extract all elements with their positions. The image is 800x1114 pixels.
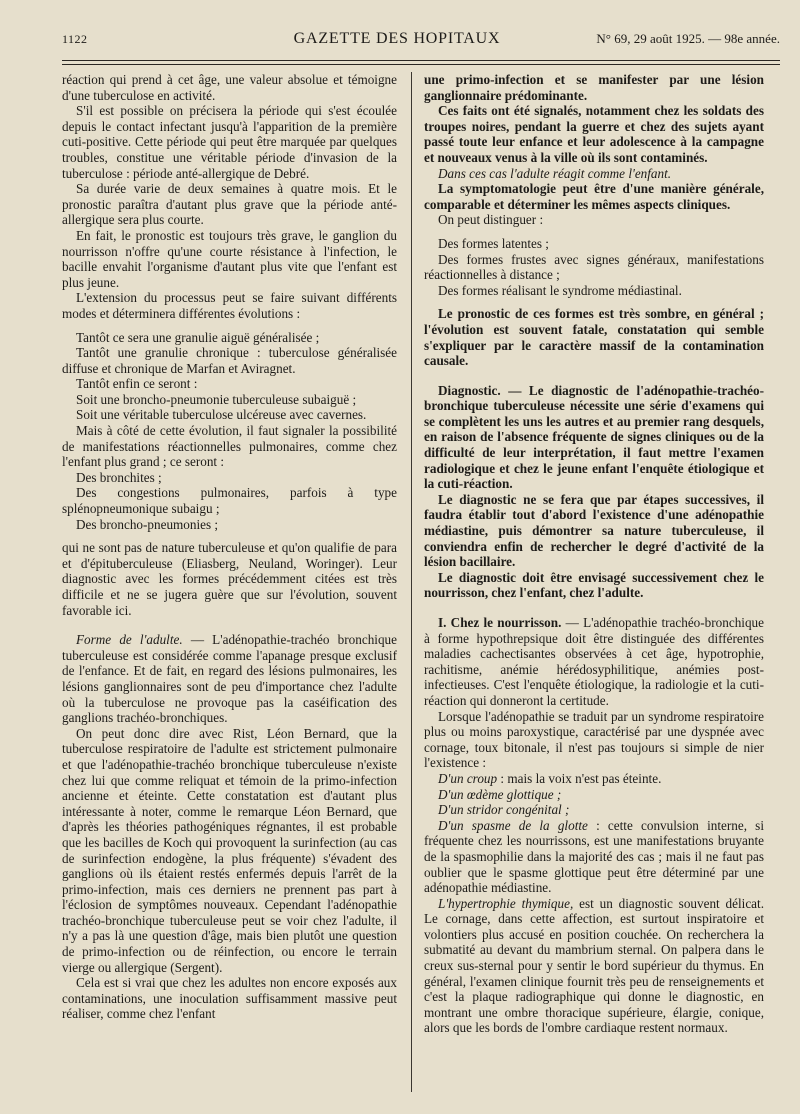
list-item: D'un œdème glottique ;: [438, 786, 562, 802]
paragraph: Mais à côté de cette évolution, il faut signaler la possibilité de manifestations réactionnelles pulmonaires, comme chez l'enfant plus grand ; ce seront :: [62, 423, 397, 470]
term: D'un croup: [438, 770, 498, 786]
list-item: Soit une broncho-pneumonie tuberculeuse subaiguë ;: [76, 391, 357, 407]
paragraph: réaction qui prend à cet âge, une valeur absolue et témoigne d'une tuberculose en activité.: [62, 72, 397, 103]
paragraph: En fait, le pronostic est toujours très grave, le ganglion du nourrisson n'offre qu'une courte résistance à l'infection, le bacille envahit l'organisme d'autant plus vite que l'enfant est plus jeune.: [62, 227, 397, 290]
right-column: [424, 72, 764, 1092]
paragraph: S'il est possible on précisera la période qui s'est écoulée depuis le contact infectant jusqu'à l'apparition de la première cuti-positive. Cette période qui peut être marquée par quelques troubles, constitue une véritable période d'invasion de la tuberculose : période anté-allergique de Debré.: [62, 103, 397, 181]
page-header: [62, 30, 780, 56]
journal-title: GAZETTE DES HOPITAUX: [293, 30, 501, 47]
header-rule-top: [62, 60, 780, 61]
list-item: Des broncho-pneumonies ;: [76, 516, 219, 532]
list-item: Tantôt une granulie chronique : tuberculose généralisée diffuse et chronique de Marfan et Aviragnet.: [62, 345, 397, 376]
term: L'hypertrophie thymique,: [438, 895, 574, 911]
paragraph: L'extension du processus peut se faire suivant différents modes et déterminera différentes évolutions :: [62, 290, 397, 321]
paragraph: une primo-infection et se manifester par une lésion ganglionnaire prédominante.: [424, 72, 764, 103]
paragraph: Sa durée varie de deux semaines à quatre mois. Et le pronostic paraîtra d'autant plus grave que la période anté-allergique sera plus courte.: [62, 181, 397, 228]
paragraph: On peut donc dire avec Rist, Léon Bernard, que la tuberculose respiratoire de l'adulte est strictement pulmonaire et que l'adénopathie-trachéo bronchique tuberculeuse n'existe chez lui que comme reliquat et témoin de la primo-infection ancienne et éteinte. Cette constatation est d'autant plus intéressante à noter, comme le remarque Léon Bernard, que d'après les théories pathogéniques régnantes, il est probable que les bacilles de Koch qui provoquent la surinfection (au cas de surinfection endogène, la plus fréquente) s'évadent des ganglions où ils étaient restés enfermés depuis l'arrêt de la primo-infection, mais ces derniers ne prennent pas part à l'éclosion de symptômes nouveaux. Cependant l'adénopathie trachéo-bronchique tuberculeuse peut se voir chez l'adulte, il n'y a pas là une question d'âge, mais bien plutôt une question de primo-infection ou de réinfection, ou encore le terrain vierge ou allergique (Sergent).: [62, 725, 397, 975]
paragraph: On peut distinguer :: [438, 212, 544, 228]
section-title-adult: Forme de l'adulte.: [76, 632, 183, 648]
list-item: Des formes latentes ;: [438, 235, 549, 251]
list-item: D'un croup : mais la voix n'est pas éteinte.: [438, 770, 662, 786]
list-item: Soit une véritable tuberculose ulcéreuse avec cavernes.: [76, 407, 367, 423]
list-item: Des bronchites ;: [76, 469, 162, 485]
section-paragraph: [424, 615, 764, 709]
paragraph: Lorsque l'adénopathie se traduit par un syndrome respiratoire plus ou moins paroxystique, caractérisé par une dyspnée avec cornage, toux bitonale, il n'est pas toujours si simple de nier l'existence :: [424, 708, 764, 771]
list-item: D'un spasme de la glotte : cette convulsion interne, si fréquente chez les nourrissons, est une manifestations bruyante de la spasmophilie dans la majorité des cas ; mais il ne faut pas oublier que le spasme glottique peut être déterminé par une adénopathie médiastine.: [424, 817, 764, 896]
list-item: Tantôt enfin ce seront :: [76, 376, 198, 392]
paragraph: Le pronostic de ces formes est très sombre, en général ; l'évolution est souvent fatale, constatation qui semble s'expliquer par le caractère massif de la contamination causale.: [424, 306, 764, 369]
section-paragraph: [424, 383, 764, 492]
section-title-nourrisson: I. Chez le nourrisson.: [438, 615, 562, 630]
list-item: Des congestions pulmonaires, parfois à type splénopneumonique subaigu ;: [62, 485, 397, 517]
list-item: D'un stridor congénital ;: [438, 802, 570, 818]
section-text: — L'adénopathie trachéo-bronchique à forme hypothrepsique doit être distinguée des différentes maladies cachectisantes observées à cet âge, hypotrophie, rachitisme, anémie hérédosyphilitique, anémies post-infectieuses. C'est l'enquête étiologique, la radiologie et la cuti-réaction qui donneront la certitude.: [424, 615, 764, 708]
header-rule-bottom: [62, 64, 780, 65]
section-text: — Le diagnostic de l'adénopathie-trachéo-bronchique tuberculeuse nécessite une série d'examens qui se complètent les uns les autres et au premier rang desquels, en raison de l'absence fréquente de signes cliniques ou de la difficulté de leur interprétation, il faut mettre l'examen radiologique et chez le jeune enfant l'enquête étiologique et la cuti-réaction.: [424, 382, 764, 492]
paragraph: Cela est si vrai que chez les adultes non encore exposés aux contaminations, une inoculation suffisamment massive peut réaliser, comme chez l'enfant: [62, 975, 397, 1022]
paragraph: Le diagnostic ne se fera que par étapes successives, il faudra établir tout d'abord l'existence d'une adénopathie médiastine, puis démontrer sa nature tuberculeuse, il conviendra enfin de rechercher le degré d'activité de la lésion bacillaire.: [424, 491, 764, 570]
paragraph: La symptomatologie peut être d'une manière générale, comparable et déterminer les mêmes aspects cliniques.: [424, 181, 764, 212]
paragraph-italic: Dans ces cas l'adulte réagit comme l'enfant.: [438, 165, 672, 181]
list-item: Des formes réalisant le syndrome médiastinal.: [438, 282, 682, 298]
paragraph: qui ne sont pas de nature tuberculeuse et qu'on qualifie de para et d'épituberculeuse (Eliasberg, Neuland, Woringer). Leur diagnostic avec les formes précédemment citées est très difficile et ne se jugera guère que sur l'évolution, souvent favorable ici.: [62, 540, 397, 618]
section-paragraph: [62, 632, 397, 726]
column-divider: [411, 72, 412, 1092]
page-number: 1122: [62, 32, 88, 46]
list-item: Des formes frustes avec signes généraux, manifestations réactionnelles à distance ;: [424, 251, 764, 283]
issue-info: N° 69, 29 août 1925. — 98e année.: [596, 31, 780, 46]
paragraph: L'hypertrophie thymique, est un diagnostic souvent délicat. Le cornage, dans cette affection, est surtout inspiratoire et volontiers plus accusé en position couchée. On recherchera la submatité au devant du mambrium sternal. On palpera dans le creux sus-sternal pour y sentir le bord supérieur du thymus. En général, l'examen clinique fournit très peu de renseignements et c'est la plaque radiographique qui donne le diagnostic, en montrant une ombre thoracique supérieure, élargie, conique, alors que les bords de l'ombre cardiaque restent normaux.: [424, 895, 764, 1036]
left-column: [62, 72, 397, 1092]
section-text: — L'adénopathie-trachéo bronchique tuberculeuse est considérée comme l'apanage presque exclusif de l'enfance. Et de fait, en regard des lésions pulmonaires, les lésions ganglionnaires sont de peu d'importance chez l'adulte où la tuberculose ne provoque pas la caséification des ganglions trachéo-bronchiques.: [62, 632, 397, 726]
paragraph: Le diagnostic doit être envisagé successivement chez le nourrisson, chez l'enfant, chez l'adulte.: [424, 569, 764, 601]
term: D'un spasme de la glotte: [438, 817, 588, 833]
section-title-diagnostic: Diagnostic.: [438, 382, 501, 398]
paragraph: Ces faits ont été signalés, notamment chez les soldats des troupes noires, pendant la guerre et chez des sujets ayant passé toute leur enfance et leur adolescence à la campagne et nouveaux venus à la ville où ils sont contaminés.: [424, 103, 764, 165]
list-item: Tantôt ce sera une granulie aiguë généralisée ;: [76, 329, 320, 345]
